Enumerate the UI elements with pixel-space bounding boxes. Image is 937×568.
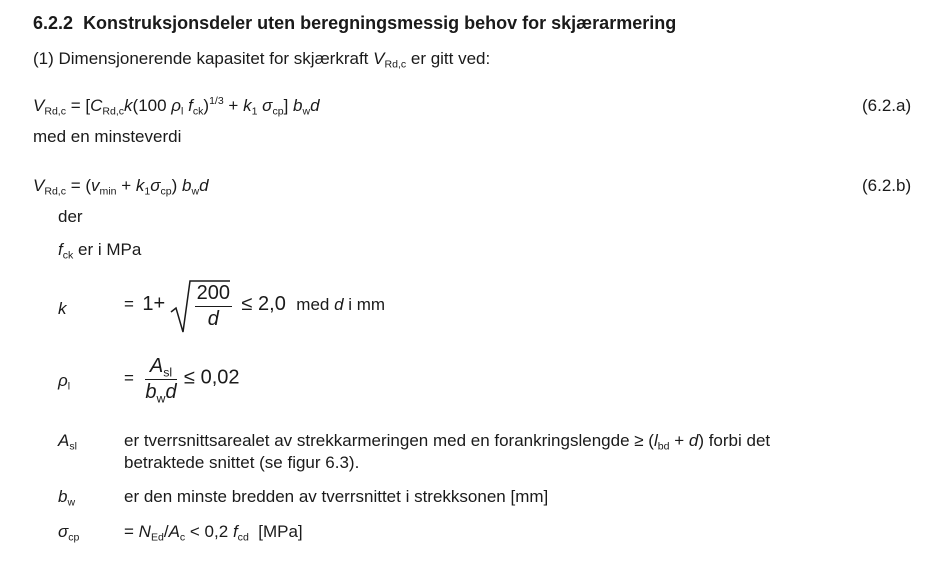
section-title: Konstruksjonsdeler uten beregningsmessig behov for skjærarmering	[83, 13, 677, 33]
k-one: 1	[142, 292, 154, 315]
intro-text-after: er gitt ved:	[406, 49, 491, 68]
intro-paragraph: (1) Dimensjonerende kapasitet for skjærkraft $V_{Rd,c}$ er gitt ved:	[33, 49, 491, 71]
k-note-a: med	[296, 294, 335, 314]
section-heading	[33, 13, 676, 34]
asl-definition-line2: betraktede snittet (se figur 6.3).	[124, 453, 360, 472]
rho-limit: ≤ 0,02	[184, 366, 240, 389]
section-number: 6.2.2	[33, 13, 74, 33]
rho-definition: = $\frac{A_{sl}}{b_wd}$ ≤ 0,02	[124, 355, 240, 406]
equation-6-2-b: $V_{Rd,c} = (v_{min} + k_1\sigma_{cp})$ $b_wd$	[33, 176, 209, 198]
asl-definition-line1: er tverrsnittsarealet av strekkarmeringen med en forankringslengde ≥ $(l_{bd} + d)$ forbi det	[124, 431, 771, 453]
sigma-definition: = $N_{Ed}/A_c < 0,2$ $f_{cd}$ [MPa]	[124, 522, 303, 544]
k-numerator: 200	[195, 282, 232, 307]
sigma-symbol: $\sigma_{cp}$	[58, 522, 80, 544]
square-root	[170, 280, 235, 331]
equation-number-b: (6.2.b)	[862, 176, 912, 195]
min-value-text: med en minsteverdi	[33, 127, 182, 146]
k-denominator: d	[207, 308, 219, 330]
radical-sign-icon	[170, 278, 230, 336]
equation-6-2-a: $V_{Rd,c} = [C_{Rd,c}k(100$ $\rho_l$ $f_{ck})^{1/3} + k_1$ $\sigma_{cp}$] $b_wd$	[33, 95, 320, 118]
fck-note: er i MPa	[78, 240, 142, 259]
rho-symbol: $\rho_l$	[58, 371, 71, 393]
fck-definition: $f_{ck}$ er i MPa	[58, 240, 142, 262]
k-definition: = 1+ $\frac{200}{d}$ ≤ 2,0 med d i mm	[124, 280, 385, 331]
exponent: 1/3	[209, 95, 224, 108]
bw-definition: er den minste bredden av tverrsnittet i strekksonen [mm]	[124, 487, 549, 506]
equation-number-a: (6.2.a)	[862, 96, 912, 115]
intro-text-before: (1) Dimensjonerende kapasitet for skjærkraft	[33, 49, 374, 68]
where-label: der	[58, 207, 83, 226]
k-limit: ≤ 2,0	[241, 292, 286, 315]
k-symbol: k	[58, 299, 67, 318]
bw-symbol: $b_w$	[58, 487, 76, 509]
asl-symbol: $A_{sl}$	[58, 431, 77, 453]
k-note-b: i mm	[343, 294, 386, 314]
